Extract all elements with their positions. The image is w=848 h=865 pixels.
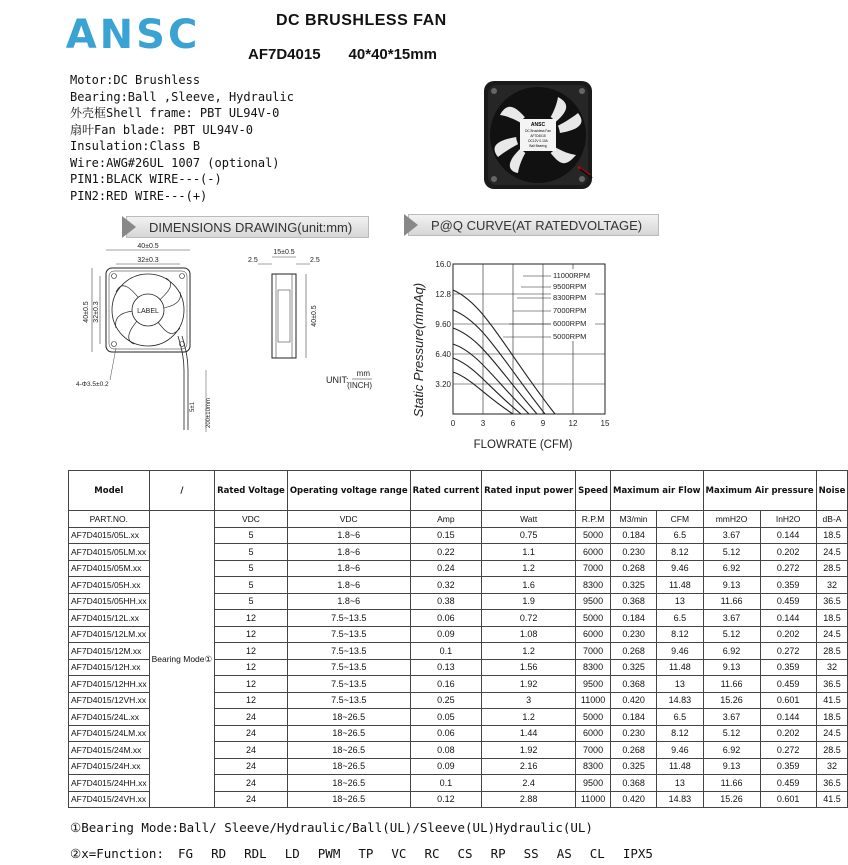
- table-cell: 5: [215, 577, 288, 594]
- table-cell: 1.8~6: [287, 577, 410, 594]
- table-cell: 9.13: [703, 758, 760, 775]
- table-cell: 3.67: [703, 610, 760, 627]
- table-cell: 36.5: [816, 775, 848, 792]
- function-code: FG: [178, 846, 194, 861]
- label-line3: DC12V 0.10A: [528, 139, 548, 143]
- table-cell: 7.5~13.5: [287, 692, 410, 709]
- function-code: PWM: [317, 846, 341, 861]
- label-line2: AF7D4015: [530, 134, 546, 138]
- table-cell: 7.5~13.5: [287, 643, 410, 660]
- part-number-cell: AF7D4015/05LM.xx: [69, 544, 150, 561]
- header-speed: Speed: [576, 471, 611, 511]
- part-number-cell: AF7D4015/24VH.xx: [69, 791, 150, 808]
- table-cell: 0.144: [760, 610, 816, 627]
- table-cell: 6.5: [657, 527, 703, 544]
- header-rated-voltage: Rated Voltage: [215, 471, 288, 511]
- spec-table: [68, 470, 848, 808]
- pq-curve-label: 8300RPM: [553, 293, 587, 302]
- brand-logo: [65, 6, 201, 64]
- table-cell: 0.230: [610, 626, 656, 643]
- table-cell: 5: [215, 560, 288, 577]
- table-cell: 8.12: [657, 626, 703, 643]
- table-cell: 24: [215, 709, 288, 726]
- table-cell: 0.325: [610, 659, 656, 676]
- part-number-cell: AF7D4015/12LM.xx: [69, 626, 150, 643]
- header-slash: /: [149, 471, 215, 511]
- table-cell: 6.92: [703, 643, 760, 660]
- table-cell: 0.144: [760, 527, 816, 544]
- table-cell: 5: [215, 527, 288, 544]
- unit-cell: CFM: [657, 511, 703, 528]
- table-cell: 0.202: [760, 544, 816, 561]
- function-code: CS: [457, 846, 473, 861]
- table-cell: 0.368: [610, 593, 656, 610]
- unit-label: UNIT:: [326, 375, 349, 385]
- pq-y-tick: 12.8: [435, 290, 451, 299]
- table-cell: 1.8~6: [287, 527, 410, 544]
- table-cell: 6.5: [657, 709, 703, 726]
- table-cell: 1.44: [482, 725, 576, 742]
- table-cell: 0.09: [410, 626, 482, 643]
- function-code: RDL: [244, 846, 267, 861]
- unit-cell: Amp: [410, 511, 482, 528]
- function-code: VC: [391, 846, 407, 861]
- table-cell: 41.5: [816, 791, 848, 808]
- table-cell: 8300: [576, 758, 611, 775]
- table-cell: 1.92: [482, 742, 576, 759]
- pq-curve-line: [453, 358, 521, 414]
- function-code: AS: [556, 846, 572, 861]
- table-cell: 1.92: [482, 676, 576, 693]
- table-cell: 9500: [576, 676, 611, 693]
- model-line: [248, 46, 437, 63]
- table-cell: 2.88: [482, 791, 576, 808]
- table-cell: 0.359: [760, 758, 816, 775]
- table-cell: 11.66: [703, 775, 760, 792]
- function-code: CL: [589, 846, 605, 861]
- part-number-cell: AF7D4015/05HH.xx: [69, 593, 150, 610]
- table-cell: 9500: [576, 593, 611, 610]
- table-cell: 24.5: [816, 544, 848, 561]
- pq-curve-line: [453, 344, 529, 414]
- table-cell: 6000: [576, 725, 611, 742]
- table-cell: 32: [816, 577, 848, 594]
- table-cell: 6.92: [703, 560, 760, 577]
- table-cell: 41.5: [816, 692, 848, 709]
- function-code: RC: [424, 846, 440, 861]
- unit-cell: VDC: [287, 511, 410, 528]
- pq-x-label: FLOWRATE (CFM): [473, 439, 573, 451]
- table-cell: 0.459: [760, 676, 816, 693]
- function-code: IPX5: [622, 846, 653, 861]
- part-number-cell: AF7D4015/05H.xx: [69, 577, 150, 594]
- table-cell: 0.72: [482, 610, 576, 627]
- table-cell: 0.13: [410, 659, 482, 676]
- table-cell: 0.325: [610, 577, 656, 594]
- pq-y-tick: 3.20: [435, 380, 451, 389]
- table-cell: 13: [657, 593, 703, 610]
- table-cell: 0.268: [610, 560, 656, 577]
- pq-x-tick: 6: [510, 419, 516, 428]
- table-cell: 0.420: [610, 692, 656, 709]
- pq-x-tick: 15: [600, 419, 610, 428]
- spec-pin1: PIN1:BLACK WIRE---(-): [70, 172, 222, 186]
- part-number-cell: AF7D4015/12H.xx: [69, 659, 150, 676]
- table-cell: 12: [215, 676, 288, 693]
- unit-cell: VDC: [215, 511, 288, 528]
- unit-cell: M3/min: [610, 511, 656, 528]
- table-cell: 12: [215, 692, 288, 709]
- table-cell: 11.48: [657, 577, 703, 594]
- table-cell: 9.46: [657, 742, 703, 759]
- header-noise: Noise: [816, 471, 848, 511]
- table-cell: 0.368: [610, 676, 656, 693]
- table-cell: 6000: [576, 544, 611, 561]
- table-cell: 0.08: [410, 742, 482, 759]
- part-number-cell: AF7D4015/24M.xx: [69, 742, 150, 759]
- pq-y-tick: 9.60: [435, 320, 451, 329]
- table-units-row: [69, 511, 848, 528]
- table-cell: 1.8~6: [287, 560, 410, 577]
- table-cell: 14.83: [657, 692, 703, 709]
- table-cell: 9500: [576, 775, 611, 792]
- table-cell: 32: [816, 659, 848, 676]
- unit-top: mm: [356, 369, 370, 378]
- table-cell: 18~26.5: [287, 725, 410, 742]
- unit-cell: InH2O: [760, 511, 816, 528]
- table-cell: 0.184: [610, 527, 656, 544]
- part-number-cell: AF7D4015/05L.xx: [69, 527, 150, 544]
- table-cell: 11000: [576, 692, 611, 709]
- part-number-cell: AF7D4015/24L.xx: [69, 709, 150, 726]
- table-cell: 0.1: [410, 643, 482, 660]
- table-cell: 0.459: [760, 775, 816, 792]
- table-cell: 0.22: [410, 544, 482, 561]
- pq-curve-label: 7000RPM: [553, 306, 587, 315]
- unit-cell: PART.NO.: [69, 511, 150, 528]
- table-cell: 1.8~6: [287, 593, 410, 610]
- table-cell: 1.9: [482, 593, 576, 610]
- table-cell: 2.16: [482, 758, 576, 775]
- table-cell: 0.359: [760, 577, 816, 594]
- dim-side-right: 2.5: [310, 257, 320, 264]
- table-cell: 0.368: [610, 775, 656, 792]
- table-cell: 6000: [576, 626, 611, 643]
- table-cell: 18~26.5: [287, 791, 410, 808]
- table-cell: 0.230: [610, 544, 656, 561]
- spec-fan-blade: 扇叶Fan blade: PBT UL94V-0: [70, 122, 253, 137]
- table-cell: 1.08: [482, 626, 576, 643]
- label-line1: DC Brushless Fan: [525, 129, 551, 133]
- table-cell: 15.26: [703, 791, 760, 808]
- part-number-cell: AF7D4015/12L.xx: [69, 610, 150, 627]
- table-cell: 0.184: [610, 709, 656, 726]
- table-cell: 5000: [576, 527, 611, 544]
- pq-x-tick: 3: [480, 419, 486, 428]
- unit-cell: dB-A: [816, 511, 848, 528]
- model-size: 40*40*15mm: [348, 46, 437, 63]
- table-cell: 7000: [576, 742, 611, 759]
- table-cell: 24.5: [816, 626, 848, 643]
- header-rated-current: Rated current: [410, 471, 482, 511]
- table-cell: 18.5: [816, 527, 848, 544]
- table-cell: 24: [215, 758, 288, 775]
- table-cell: 11.66: [703, 676, 760, 693]
- table-cell: 15.26: [703, 692, 760, 709]
- dim-depth: 15±0.5: [273, 249, 295, 256]
- table-cell: 18~26.5: [287, 709, 410, 726]
- dim-wire-length: 200±10mm: [206, 398, 212, 428]
- table-cell: 13: [657, 775, 703, 792]
- spec-list: [70, 72, 294, 204]
- logo-text: ANSC: [65, 12, 201, 58]
- table-cell: 7000: [576, 560, 611, 577]
- table-cell: 8300: [576, 577, 611, 594]
- header-model: Model: [69, 471, 150, 511]
- table-cell: 5: [215, 544, 288, 561]
- pq-y-tick: 6.40: [435, 350, 451, 359]
- bearing-mode-note: ①Bearing Mode:Ball/ Sleeve/Hydraulic/Ball(UL)/Sleeve(UL)Hydraulic(UL): [70, 820, 593, 835]
- table-cell: 5.12: [703, 626, 760, 643]
- table-cell: 18~26.5: [287, 775, 410, 792]
- spec-insulation: Insulation:Class B: [70, 139, 201, 153]
- table-cell: 12: [215, 643, 288, 660]
- table-cell: 0.420: [610, 791, 656, 808]
- dim-height-outer: 40±0.5: [83, 301, 90, 323]
- fan-product-photo: [478, 75, 598, 195]
- pq-curve-heading: P@Q CURVE(AT RATEDVOLTAGE): [404, 214, 659, 236]
- dim-width-outer: 40±0.5: [137, 243, 159, 250]
- header-rated-power: Rated input power: [482, 471, 576, 511]
- table-header-row: [69, 471, 848, 511]
- table-cell: 0.601: [760, 791, 816, 808]
- part-number-cell: AF7D4015/24LM.xx: [69, 725, 150, 742]
- table-cell: 1.8~6: [287, 544, 410, 561]
- table-cell: 9.46: [657, 560, 703, 577]
- spec-shell-frame: 外壳框Shell frame: PBT UL94V-0: [70, 106, 280, 120]
- table-cell: 1.6: [482, 577, 576, 594]
- part-number-cell: AF7D4015/12VH.xx: [69, 692, 150, 709]
- table-cell: 36.5: [816, 593, 848, 610]
- header-air-flow: Maximum air Flow: [610, 471, 703, 511]
- table-cell: 6.5: [657, 610, 703, 627]
- table-cell: 0.38: [410, 593, 482, 610]
- table-cell: 0.06: [410, 610, 482, 627]
- function-code: TP: [358, 846, 374, 861]
- dim-height-inner: 32±0.3: [93, 301, 100, 323]
- part-number-cell: AF7D4015/24HH.xx: [69, 775, 150, 792]
- table-cell: 9.13: [703, 659, 760, 676]
- dim-holes: 4-Φ3.5±0.2: [76, 381, 109, 388]
- dimensions-drawing: [70, 240, 370, 440]
- pq-curve-label: 5000RPM: [553, 332, 587, 341]
- spec-wire: Wire:AWG#26UL 1007 (optional): [70, 155, 280, 170]
- table-cell: 0.202: [760, 725, 816, 742]
- unit-cell: R.P.M: [576, 511, 611, 528]
- spec-bearing: Bearing:Ball ,Sleeve, Hydraulic: [70, 89, 294, 104]
- pq-curve-chart: [405, 240, 635, 455]
- heading-arrow-icon: [122, 216, 136, 238]
- table-cell: 24: [215, 742, 288, 759]
- label-line4: Ball Bearing: [529, 144, 547, 148]
- table-cell: 1.1: [482, 544, 576, 561]
- spec-motor: Motor:DC Brushless: [70, 73, 201, 87]
- pq-curve-label: 11000RPM: [553, 271, 590, 280]
- table-cell: 13: [657, 676, 703, 693]
- table-cell: 7000: [576, 643, 611, 660]
- function-note: [70, 846, 671, 861]
- table-cell: 24: [215, 725, 288, 742]
- table-cell: 1.2: [482, 709, 576, 726]
- table-cell: 8.12: [657, 544, 703, 561]
- table-cell: 0.12: [410, 791, 482, 808]
- table-cell: 36.5: [816, 676, 848, 693]
- label-text: LABEL: [137, 308, 159, 315]
- table-cell: 0.184: [610, 610, 656, 627]
- part-number-cell: AF7D4015/12M.xx: [69, 643, 150, 660]
- function-code: SS: [523, 846, 539, 861]
- pq-curve-label: 6000RPM: [553, 319, 587, 328]
- pq-y-label: Static Pressure(mmAq): [411, 282, 426, 418]
- table-cell: 12: [215, 626, 288, 643]
- table-cell: 1.56: [482, 659, 576, 676]
- table-cell: 6.92: [703, 742, 760, 759]
- table-cell: 28.5: [816, 742, 848, 759]
- part-number-cell: AF7D4015/12HH.xx: [69, 676, 150, 693]
- function-prefix: ②x=Function:: [70, 846, 164, 861]
- table-cell: 18~26.5: [287, 742, 410, 759]
- table-cell: 0.1: [410, 775, 482, 792]
- table-cell: 0.24: [410, 560, 482, 577]
- table-cell: 7.5~13.5: [287, 659, 410, 676]
- table-cell: 18.5: [816, 610, 848, 627]
- table-cell: 0.05: [410, 709, 482, 726]
- dim-width-inner: 32±0.3: [137, 257, 159, 264]
- table-cell: 0.06: [410, 725, 482, 742]
- dim-side-left: 2.5: [248, 257, 258, 264]
- spec-pin2: PIN2:RED WIRE---(+): [70, 188, 208, 203]
- table-cell: 3.67: [703, 527, 760, 544]
- table-cell: 9.13: [703, 577, 760, 594]
- pq-x-tick: 12: [568, 419, 578, 428]
- unit-bottom: (INCH): [347, 381, 372, 390]
- table-cell: 1.2: [482, 643, 576, 660]
- table-cell: 3.67: [703, 709, 760, 726]
- table-cell: 0.272: [760, 742, 816, 759]
- table-cell: 7.5~13.5: [287, 626, 410, 643]
- pq-x-tick: 9: [540, 419, 546, 428]
- model-number: AF7D4015: [248, 46, 321, 63]
- part-number-cell: AF7D4015/05M.xx: [69, 560, 150, 577]
- function-code: RP: [490, 846, 506, 861]
- table-cell: 11.48: [657, 758, 703, 775]
- table-cell: 28.5: [816, 643, 848, 660]
- table-cell: 24: [215, 775, 288, 792]
- dim-wire-strip: 5±1: [190, 402, 196, 412]
- header-voltage-range: Operating voltage range: [287, 471, 410, 511]
- pq-y-tick: 16.0: [435, 260, 451, 269]
- pq-curve-label: 9500RPM: [553, 282, 587, 291]
- table-cell: 11.48: [657, 659, 703, 676]
- table-cell: 0.75: [482, 527, 576, 544]
- table-cell: 24.5: [816, 725, 848, 742]
- table-cell: 5000: [576, 709, 611, 726]
- table-cell: 0.25: [410, 692, 482, 709]
- dimensions-heading: DIMENSIONS DRAWING(unit:mm): [122, 216, 369, 238]
- table-cell: 7.5~13.5: [287, 610, 410, 627]
- table-cell: 18.5: [816, 709, 848, 726]
- table-cell: 12: [215, 610, 288, 627]
- table-cell: 28.5: [816, 560, 848, 577]
- dim-side-height: 40±0.5: [311, 305, 318, 327]
- unit-cell: mmH2O: [703, 511, 760, 528]
- table-cell: 9.46: [657, 643, 703, 660]
- pq-curve-line: [453, 310, 545, 414]
- table-cell: 0.230: [610, 725, 656, 742]
- table-cell: 11000: [576, 791, 611, 808]
- function-code: RD: [211, 846, 227, 861]
- table-cell: 24: [215, 791, 288, 808]
- table-cell: 0.272: [760, 643, 816, 660]
- heading-arrow-icon: [404, 214, 418, 236]
- table-cell: 0.268: [610, 742, 656, 759]
- pq-x-tick: 0: [450, 419, 456, 428]
- table-cell: 7.5~13.5: [287, 676, 410, 693]
- table-cell: 18~26.5: [287, 758, 410, 775]
- table-cell: 3: [482, 692, 576, 709]
- table-cell: 32: [816, 758, 848, 775]
- table-cell: 0.16: [410, 676, 482, 693]
- table-cell: 8300: [576, 659, 611, 676]
- table-cell: 11.66: [703, 593, 760, 610]
- table-cell: 5.12: [703, 544, 760, 561]
- table-cell: 5: [215, 593, 288, 610]
- table-cell: 0.359: [760, 659, 816, 676]
- table-cell: 2.4: [482, 775, 576, 792]
- table-cell: 0.09: [410, 758, 482, 775]
- table-cell: 0.268: [610, 643, 656, 660]
- document-title: DC BRUSHLESS FAN: [276, 12, 447, 29]
- header-air-pressure: Maximum Air pressure: [703, 471, 816, 511]
- table-cell: 0.459: [760, 593, 816, 610]
- function-code: LD: [284, 846, 300, 861]
- table-cell: 0.601: [760, 692, 816, 709]
- label-brand: ANSC: [530, 122, 546, 128]
- table-cell: 0.144: [760, 709, 816, 726]
- table-cell: 1.2: [482, 560, 576, 577]
- table-cell: 14.83: [657, 791, 703, 808]
- table-cell: 0.325: [610, 758, 656, 775]
- part-number-cell: AF7D4015/24H.xx: [69, 758, 150, 775]
- table-cell: 0.15: [410, 527, 482, 544]
- unit-cell: Watt: [482, 511, 576, 528]
- table-cell: 12: [215, 659, 288, 676]
- table-cell: 0.202: [760, 626, 816, 643]
- table-cell: 0.272: [760, 560, 816, 577]
- table-cell: 0.32: [410, 577, 482, 594]
- table-cell: 5000: [576, 610, 611, 627]
- table-cell: 5.12: [703, 725, 760, 742]
- bearing-mode-cell: Bearing Mode①: [149, 511, 215, 808]
- table-cell: 8.12: [657, 725, 703, 742]
